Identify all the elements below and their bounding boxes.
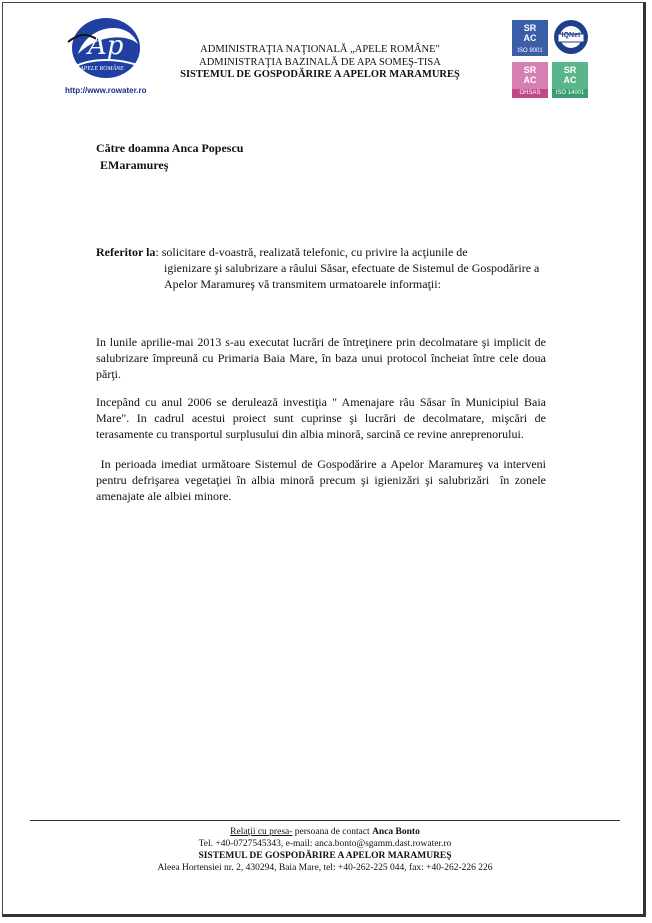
- apele-romane-logo: [58, 14, 158, 94]
- sr-ac-iso14001-badge: SR AC ISO 14001: [552, 62, 588, 98]
- recipient-block: [96, 140, 243, 174]
- footer-organization: SISTEMUL DE GOSPODĂRIRE A APELOR MARAMUREŞ: [198, 851, 452, 861]
- paragraph-1: In lunile aprilie-mai 2013 s-au executat lucrări de întreţinere prin decolmatare şi implicit de salubrizare împreună cu Primaria Baia Mare, în baza unui protocol încheiat între cele doua părţi.: [96, 335, 546, 381]
- header-line-2: ADMINISTRAŢIA BAZINALĂ DE APA SOMEŞ-TISA: [199, 56, 441, 68]
- footer-divider: [30, 820, 620, 821]
- recipient-org: EMaramureş: [100, 158, 169, 172]
- footer-contact-line: Tel. +40-0727545343, e-mail: anca.bonto@sgamm.dast.rowater.ro: [198, 839, 452, 849]
- paragraph-3: In perioada imediat următoare Sistemul de Gospodărire a Apelor Maramureş va interveni pentru defrişarea vegetaţiei în albia minoră precum şi igienizări şi salubrizări în zonele amenajate ale albiei minore.: [96, 457, 550, 503]
- press-label: Relaţii cu presa-: [230, 827, 293, 837]
- footer: [60, 826, 590, 874]
- paragraph-2: Incepând cu anul 2006 se derulează investiţia " Amenajare râu Săsar în Municipiul Baia Mare". In cadrul acestui proiect sunt cuprinse şi lucrări de decolmatare, mişcări de terasamente cu transportul surplusului din albia minoră, sarcină ce revine anreprenorului.: [96, 395, 546, 441]
- logo-caption: APELE ROMÂNE: [80, 66, 124, 72]
- website-url: http://www.rowater.ro: [65, 86, 147, 95]
- sr-ac-ohsas-badge: SR AC OHSAS 18001: [512, 62, 548, 98]
- reference-line-1: : solicitare d-voastră, realizată telefonic, cu privire la acţiunile de: [155, 245, 468, 259]
- contact-name: Anca Bonto: [372, 827, 420, 837]
- reference-block: [96, 244, 546, 292]
- footer-press-line: [60, 826, 590, 838]
- letterhead: [150, 44, 490, 82]
- reference-line-3: Apelor Maramureş vă transmitem urmatoarele informaţii:: [164, 277, 441, 291]
- reference-label: Referitor la: [96, 245, 156, 259]
- iqnet-badge: IQNet: [552, 18, 590, 56]
- header-line-3: SISTEMUL DE GOSPODĂRIRE A APELOR MARAMUREŞ: [180, 69, 460, 80]
- recipient-name: Către doamna Anca Popescu: [96, 141, 244, 155]
- press-text: persoana de contact: [292, 827, 373, 837]
- header-line-1: ADMINISTRAŢIA NAŢIONALĂ „APELE ROMÂNE": [200, 44, 440, 55]
- sr-ac-iso9001-badge: SR AC ISO 9001: [512, 20, 548, 56]
- footer-address: Aleea Hortensiei nr. 2, 430294, Baia Mare, tel: +40-262-225 044, fax: +40-262-226 226: [157, 863, 493, 873]
- svg-text:Ap: Ap: [88, 31, 124, 61]
- reference-line-2: igienizare şi salubrizare a râului Săsar, efectuate de Sistemul de Gospodărire a: [164, 261, 540, 275]
